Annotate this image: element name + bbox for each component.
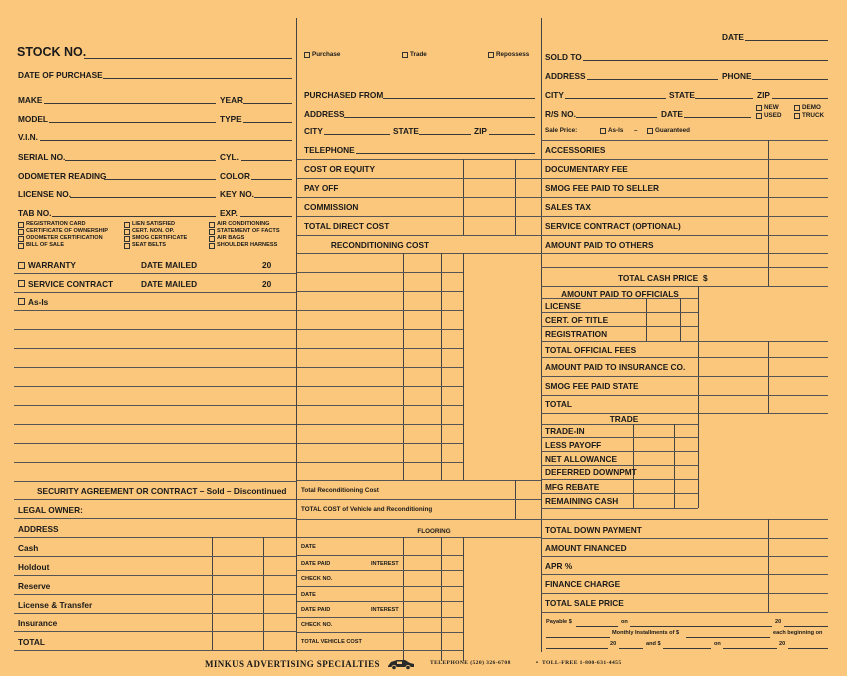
totals-column [768,519,769,613]
notes-line[interactable] [14,310,296,311]
company-name: MINKUS ADVERTISING SPECIALTIES [205,659,380,669]
air-conditioning-checkbox[interactable] [209,222,215,228]
recon-line[interactable] [297,462,463,463]
purchase-label: Purchase [312,51,341,58]
purchased-from-field[interactable] [383,98,535,99]
purchased-from-label: PURCHASED FROM [304,90,384,100]
notes-line[interactable] [14,386,296,387]
officials-column [680,298,681,341]
col2-address-label: ADDRESS [304,109,345,119]
recon-line[interactable] [297,291,463,292]
model-label: MODEL [18,114,48,124]
guaranteed-checkbox[interactable] [647,128,653,134]
officials-row-rule [541,312,698,313]
color-label: COLOR [220,171,250,181]
seat-belts-label: SEAT BELTS [132,242,166,248]
trade-row-rule [541,479,698,480]
notes-line[interactable] [14,424,296,425]
fees-row-rule [541,357,828,358]
reconditioning-cost-heading: RECONDITIONING COST [330,240,430,250]
col2-zip-field[interactable] [489,134,535,135]
truck-label: TRUCK [802,112,825,119]
sale-price-label: Sale Price: [545,127,578,134]
finance-charge-label: FINANCE CHARGE [545,579,621,589]
demo-label: DEMO [802,104,821,111]
cert-non-op-checkbox[interactable] [124,229,130,235]
warranty-date-mailed-label: DATE MAILED [141,260,198,270]
col1-address-label: ADDRESS [18,524,59,534]
license-no-field[interactable] [70,197,216,198]
price-row-rule [541,216,828,217]
trade-row-rule [541,451,698,452]
recon-line[interactable] [297,367,463,368]
flooring-date-label-2: DATE [301,592,316,598]
final-year-field[interactable] [788,648,828,649]
ledger-license-transfer-label: License & Transfer [18,600,93,610]
col3-date-field[interactable] [745,40,828,41]
final-amount-field[interactable] [663,648,711,649]
beginning-year-field[interactable] [619,648,643,649]
col3-date2-field[interactable] [684,117,751,118]
beginning-date-field[interactable] [546,648,608,649]
warranty-checkbox[interactable] [18,262,25,269]
col2-state-field[interactable] [419,134,471,135]
smog-certificate-label: SMOG CERTIFICATE [132,235,188,241]
price-table-column [768,140,769,286]
notes-line[interactable] [14,329,296,330]
monthly-installments-label: Monthly Installments of $ [612,630,680,636]
total-cost-vehicle-label: TOTAL COST of Vehicle and Reconditioning [301,506,433,513]
trade-column [698,413,699,508]
telephone-field[interactable] [356,153,535,154]
each-beginning-label: each beginning on [773,630,823,636]
ledger-insurance-label: Insurance [18,618,58,628]
trade-row-rule [541,437,698,438]
cost-row-rule [297,235,541,236]
cyl-field[interactable] [241,160,292,161]
vin-label: V.I.N. [18,132,38,142]
col3-city-field[interactable] [565,98,666,99]
recon-line[interactable] [297,480,541,481]
totals-row-rule [541,556,828,557]
sale-as-is-checkbox[interactable] [600,128,606,134]
officials-column [698,286,699,413]
notes-line[interactable] [14,367,296,368]
total-down-payment-label: TOTAL DOWN PAYMENT [545,525,642,535]
recon-line[interactable] [297,424,463,425]
year-label: YEAR [220,95,244,105]
officials-registration-label: REGISTRATION [545,329,608,339]
final-on-label: on [714,641,721,647]
officials-cert-title-label: CERT. OF TITLE [545,315,609,325]
certificate-of-ownership-label: CERTIFICATE OF OWNERSHIP [26,228,108,234]
total-sale-price-label: TOTAL SALE PRICE [545,598,624,608]
beginning-year-prefix: 20 [610,641,617,647]
exp-field[interactable] [240,216,292,217]
telephone-label: TELEPHONE [304,145,355,155]
col2-zip-label: ZIP [474,126,487,136]
vin-field[interactable] [40,140,292,141]
rs-no-label: R/S NO. [545,109,576,119]
payable-amount-field[interactable] [576,626,618,627]
flooring-row-rule [297,650,463,651]
totals-row-rule [541,593,828,594]
totals-row-rule [541,612,828,613]
cost-row-rule [297,178,541,179]
price-row-rule [541,178,828,179]
ledger-holdout-label: Holdout [18,562,50,572]
ledger-reserve-label: Reserve [18,581,51,591]
ledger-cash-label: Cash [18,543,39,553]
bill-of-sale-checkbox[interactable] [18,243,24,249]
totals-rule [541,519,828,520]
year-field[interactable] [243,103,292,104]
price-row-rule [541,253,828,254]
air-conditioning-label: AIR CONDITIONING [217,221,270,227]
cyl-label: CYL. [220,152,239,162]
price-row-rule [541,159,828,160]
documentary-fee-label: DOCUMENTARY FEE [545,164,628,174]
cert-non-op-label: CERT. NON. OP. [132,228,175,234]
amount-financed-label: AMOUNT FINANCED [545,543,627,553]
amount-paid-others-label: AMOUNT PAID TO OTHERS [545,240,654,250]
legal-owner-field[interactable] [14,518,296,519]
column-divider [296,18,297,652]
used-checkbox[interactable] [756,113,762,119]
net-allowance-label: NET ALLOWANCE [545,454,618,464]
phone-field[interactable] [752,79,828,80]
totals-row-rule [541,538,828,539]
col3-date-label: DATE [722,32,744,42]
trade-row-rule [541,493,698,494]
flooring-row-rule [297,617,463,618]
col3-address-field[interactable] [587,79,718,80]
recon-total-rule [297,499,541,500]
recon-line[interactable] [297,310,463,311]
make-label: MAKE [18,95,43,105]
lien-satisfied-label: LIEN SATISFIED [132,221,176,227]
certificate-of-ownership-checkbox[interactable] [18,229,24,235]
fees-column [768,341,769,413]
apr-label: APR % [545,561,573,571]
recon-line[interactable] [297,443,463,444]
sales-tax-label: SALES TAX [545,202,591,212]
date-of-purchase-label: DATE OF PURCHASE [18,70,103,80]
flooring-row-rule [297,555,463,556]
air-bags-checkbox[interactable] [209,236,215,242]
new-label: NEW [764,104,779,111]
footer-telephone: TELEPHONE (520) 326-6708 [430,660,511,666]
col3-date2-label: DATE [661,109,683,119]
ledger-row-rule [14,650,296,651]
recon-column [463,253,464,480]
recon-line[interactable] [297,348,463,349]
license-no-label: LICENSE NO. [18,189,72,199]
trade-checkbox[interactable] [402,52,408,58]
col3-state-field[interactable] [695,98,753,99]
registration-card-checkbox[interactable] [18,222,24,228]
payable-label: Payable $ [546,619,572,625]
deferred-downpmt-label: DEFERRED DOWNPMT [545,467,637,477]
make-field[interactable] [44,103,216,104]
col2-city-field[interactable] [324,134,390,135]
total-vehicle-cost-label: TOTAL VEHICLE COST [301,639,362,645]
security-agreement-label: SECURITY AGREEMENT OR CONTRACT – Sold – Discontinued [37,486,287,496]
cost-row-rule [297,197,541,198]
type-label: TYPE [220,114,242,124]
accessories-label: ACCESSORIES [545,145,606,155]
service-contract-rule [14,292,296,293]
recon-line[interactable] [297,272,463,273]
trade-in-label: TRADE-IN [545,426,585,436]
trade-label: Trade [410,51,427,58]
recon-line[interactable] [297,386,463,387]
col3-address-label: ADDRESS [545,71,586,81]
recon-line[interactable] [297,329,463,330]
notes-line[interactable] [14,443,296,444]
repossess-label: Repossess [496,51,530,58]
rs-no-field[interactable] [576,117,657,118]
serial-no-field[interactable] [65,160,216,161]
notes-line[interactable] [14,481,296,482]
flooring-interest-label-2: INTEREST [371,607,399,613]
trade-row-rule [541,465,698,466]
tab-no-label: TAB NO. [18,208,52,218]
odometer-certification-label: ODOMETER CERTIFICATION [26,235,103,241]
car-logo-icon [386,656,416,670]
demo-checkbox[interactable] [794,105,800,111]
notes-line[interactable] [14,405,296,406]
flooring-date-paid-label-2: DATE PAID [301,607,331,613]
total-official-fees-label: TOTAL OFFICIAL FEES [545,345,637,355]
service-contract-optional-label: SERVICE CONTRACT (OPTIONAL) [545,221,681,231]
ledger-row-rule [14,556,296,557]
flooring-heading: FLOORING [417,528,451,535]
price-row-rule [541,235,828,236]
repossess-checkbox[interactable] [488,52,494,58]
shoulder-harness-label: SHOULDER HARNESS [217,242,278,248]
shoulder-harness-checkbox[interactable] [209,243,215,249]
serial-no-label: SERIAL NO. [18,152,66,162]
final-year-prefix: 20 [779,641,786,647]
ledger-row-rule [14,575,296,576]
col1-address-field[interactable] [14,537,296,538]
trade-heading: TRADE [609,414,639,424]
date-of-purchase-field[interactable] [103,78,292,79]
and-label: and $ [646,641,661,647]
phone-label: PHONE [722,71,752,81]
flooring-row-rule [297,570,463,571]
cost-or-equity-label: COST OR EQUITY [304,164,375,174]
service-contract-date-mailed-label: DATE MAILED [141,279,198,289]
footer-separator: • [536,660,538,666]
sold-to-field[interactable] [583,60,828,61]
ledger-row-rule [14,631,296,632]
remaining-cash-label: REMAINING CASH [545,496,619,506]
footer-toll-free: TOLL-FREE 1-800-631-4455 [542,660,622,666]
flooring-date-paid-label: DATE PAID [301,561,331,567]
color-field[interactable] [251,179,292,180]
sale-as-is-label: As-Is [608,127,624,134]
warranty-rule [14,273,296,274]
officials-row-rule [541,341,828,342]
col3-state-label: STATE [669,90,695,100]
col3-zip-field[interactable] [772,98,828,99]
odometer-label: ODOMETER READING [18,171,107,181]
cost-row-rule [297,216,541,217]
fees-row-rule [541,413,828,414]
mfg-rebate-label: MFG REBATE [545,482,600,492]
warranty-year-prefix: 20 [262,260,272,270]
lien-satisfied-checkbox[interactable] [124,222,130,228]
statement-of-facts-checkbox[interactable] [209,229,215,235]
total-cash-price-dollar: $ [703,273,708,283]
warranty-label: WARRANTY [28,260,76,270]
payable-on-label: on [621,619,628,625]
flooring-check-no-label: CHECK NO. [301,576,333,582]
amount-paid-insurance-label: AMOUNT PAID TO INSURANCE CO. [545,362,686,372]
tab-no-field[interactable] [52,216,216,217]
flooring-row-rule [297,632,463,633]
type-field[interactable] [243,122,292,123]
fees-total-label: TOTAL [545,399,572,409]
registration-card-label: REGISTRATION CARD [26,221,86,227]
installment-count-field[interactable] [546,637,610,638]
flooring-rule [297,537,541,538]
notes-line[interactable] [14,462,296,463]
monthly-amount-field[interactable] [686,637,770,638]
recon-total-rule [297,519,541,520]
smog-fee-state-label: SMOG FEE PAID STATE [545,381,639,391]
exp-label: EXP. [220,208,238,218]
legal-owner-label: LEGAL OWNER: [18,505,83,515]
payable-year-prefix: 20 [775,619,782,625]
trade-row-rule [541,508,698,509]
air-bags-label: AIR BAGS [217,235,245,241]
as-is-label: As-Is [28,297,49,307]
used-label: USED [764,112,782,119]
recon-rule [297,253,541,254]
officials-rule [541,298,698,299]
cost-table-top [297,159,541,160]
flooring-check-no-label-2: CHECK NO. [301,622,333,628]
price-row-rule [541,197,828,198]
ledger-row-rule [14,613,296,614]
final-on-field[interactable] [723,648,777,649]
officials-column [646,298,647,341]
notes-line[interactable] [14,348,296,349]
recon-line[interactable] [297,405,463,406]
purchase-checkbox[interactable] [304,52,310,58]
col2-state-label: STATE [393,126,419,136]
flooring-interest-label: INTEREST [371,561,399,567]
stock-no-field[interactable] [84,58,292,59]
security-agreement-rule [14,499,296,500]
col2-address-field[interactable] [344,117,535,118]
statement-of-facts-label: STATEMENT OF FACTS [217,228,280,234]
total-direct-cost-label: TOTAL DIRECT COST [304,221,390,231]
odometer-certification-checkbox[interactable] [18,236,24,242]
service-contract-label: SERVICE CONTRACT [28,279,114,289]
key-no-label: KEY NO. [220,189,254,199]
as-is-checkbox[interactable] [18,298,25,305]
smog-fee-seller-label: SMOG FEE PAID TO SELLER [545,183,660,193]
pay-off-label: PAY OFF [304,183,339,193]
guaranteed-label: Guaranteed [655,127,690,134]
payable-year-field[interactable] [784,626,828,627]
bill-of-sale-label: BILL OF SALE [26,242,65,248]
ledger-row-rule [14,594,296,595]
less-payoff-label: LESS PAYOFF [545,440,602,450]
amount-paid-officials-heading: AMOUNT PAID TO OFFICIALS [561,289,679,299]
fees-row-rule [541,395,828,396]
key-no-field[interactable] [254,197,292,198]
smog-certificate-checkbox[interactable] [124,236,130,242]
model-field[interactable] [49,122,216,123]
service-contract-year-prefix: 20 [262,279,272,289]
total-cash-price-label: TOTAL CASH PRICE [618,273,699,283]
flooring-column [463,537,464,661]
price-row-rule [541,286,828,287]
new-checkbox[interactable] [756,105,762,111]
ledger-total-label: TOTAL [18,637,45,647]
seat-belts-checkbox[interactable] [124,243,130,249]
service-contract-checkbox[interactable] [18,280,25,287]
stock-no-label: STOCK NO. [17,45,87,59]
flooring-row-rule [297,601,463,602]
payable-on-field[interactable] [630,626,772,627]
commission-label: COMMISSION [304,202,359,212]
odometer-field[interactable] [104,179,216,180]
truck-checkbox[interactable] [794,113,800,119]
sale-dash: – [634,127,638,134]
col2-city-label: CITY [304,126,323,136]
price-table-top [541,140,828,141]
sold-to-label: SOLD TO [545,52,582,62]
total-reconditioning-cost-label: Total Reconditioning Cost [301,487,379,494]
col3-city-label: CITY [545,90,564,100]
recon-total-column [515,480,516,520]
flooring-date-label: DATE [301,544,316,550]
price-row-rule [541,267,828,268]
fees-row-rule [541,376,828,377]
col3-zip-label: ZIP [757,90,770,100]
flooring-row-rule [297,586,463,587]
officials-row-rule [541,326,698,327]
totals-row-rule [541,574,828,575]
officials-license-label: LICENSE [545,301,581,311]
